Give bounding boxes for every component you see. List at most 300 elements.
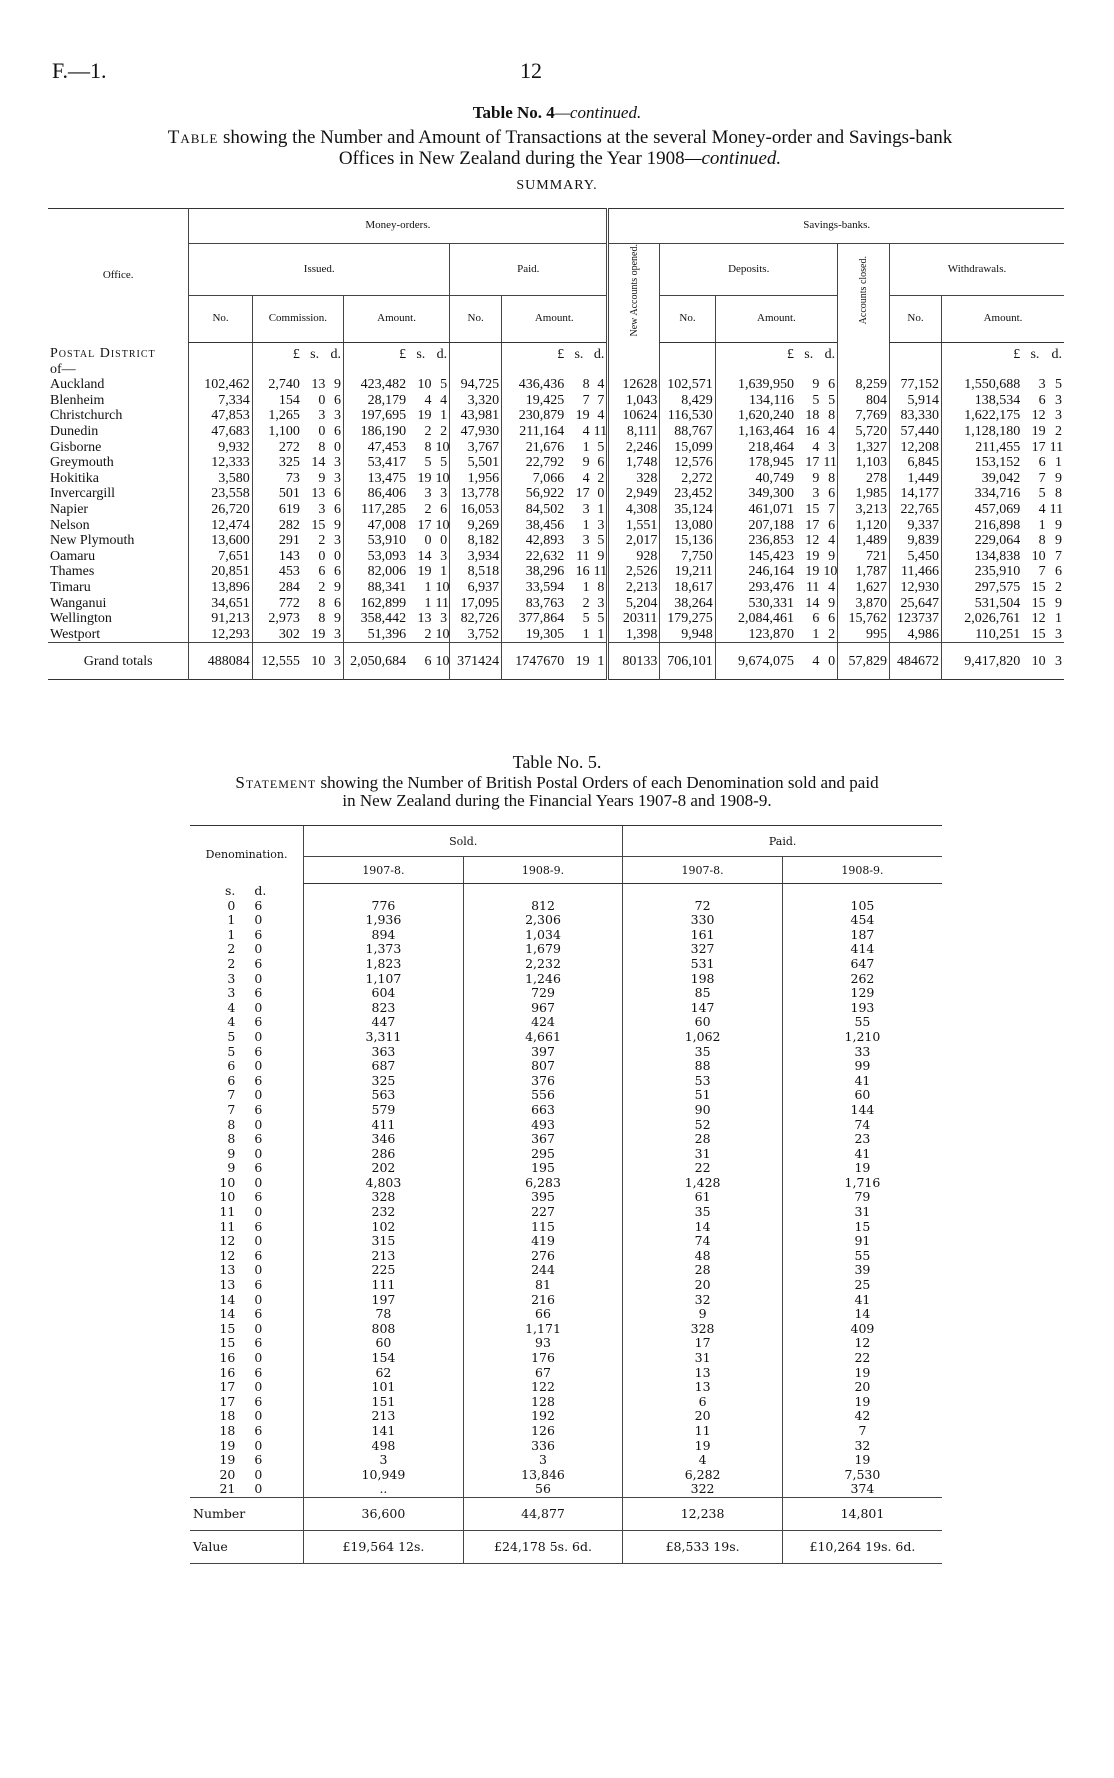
withdrawals-shillings: 4 [1038,502,1046,518]
commission-shillings: 13 [311,377,326,393]
withdrawals-pence: 9 [1055,595,1062,611]
denomination-pence: 6 [254,1218,263,1234]
issued-no: 34,651 [189,596,252,612]
total-issued-no: 488084 [189,643,252,680]
new-accounts: 1,551 [608,518,660,534]
denomination-pence: 6 [254,1422,263,1438]
denomination-shillings: 15 [219,1320,236,1336]
total-deposits-shillings: 4 [796,643,821,680]
issued-pence: 0 [440,533,448,549]
paid-pounds: 38,456 [502,518,567,534]
paid-shillings: 19 [575,408,590,424]
table-row [190,1380,942,1395]
denomination-shillings: 3 [227,970,236,986]
deposits-shillings: 4 [812,439,820,455]
paid-1908-9: 19 [782,1366,942,1381]
table-row [48,440,1064,456]
withdrawals-pence: 3 [1055,626,1062,642]
issued-pence: 4 [440,392,448,408]
new-accounts: 10624 [608,408,660,424]
paid-1907-8: 12,238 [623,1497,783,1530]
deposits-pence: 6 [828,377,836,393]
total-office-name: Grand totals [48,643,189,680]
paid-pounds: 211,164 [502,424,567,440]
withdrawals-pounds: 229,064 [941,533,1022,549]
paid-pence: 4 [597,377,605,393]
withdrawals-shillings: 15 [1031,595,1046,611]
table5-caption-line2: in New Zealand during the Financial Years 1907-8 and 1908-9. [342,791,772,810]
new-accounts: 2,017 [608,533,660,549]
accounts-closed: 278 [838,471,890,487]
deposits-pounds: 178,945 [715,455,796,471]
issued-pounds: 117,285 [343,502,408,518]
paid-1907-8: 31 [623,1147,783,1162]
denomination-pence: 6 [254,1452,263,1468]
paid-pounds: 84,502 [502,502,567,518]
sold-1908-9: 493 [463,1118,623,1133]
paid-pounds: 33,594 [502,580,567,596]
table-row [48,502,1064,518]
paid-1907-8: 1,062 [623,1030,783,1045]
paid-shillings: 3 [582,533,590,549]
sold-1907-8: 579 [304,1103,464,1118]
deposits-shillings: 17 [805,517,820,533]
paid-1907-8: 35 [623,1205,783,1220]
paid-1907-8: 48 [623,1249,783,1264]
table-row [190,1439,942,1454]
paid-pounds: 230,879 [502,408,567,424]
paid-1907-8: 32 [623,1293,783,1308]
deposits-shillings: 12 [805,533,820,549]
issued-shillings: 2 [424,626,432,642]
withdrawals-header: Withdrawals. [890,244,1064,296]
table-row [190,1322,942,1337]
table-row [190,928,942,943]
paid-1907-8: 19 [623,1439,783,1454]
sold-1908-9: 126 [463,1424,623,1439]
paid-header-t5: Paid. [623,826,942,857]
issued-pounds: 186,190 [343,424,408,440]
deposits-pence: 6 [828,486,836,502]
office-name: Christchurch [50,408,123,424]
total-deposits-pounds: 9,674,075 [715,643,796,680]
withdrawals-pounds: 216,898 [941,518,1022,534]
issued-shillings: 10 [417,377,432,393]
deposits-pence: 5 [828,392,836,408]
table4-caption-suffix: —continued. [684,148,782,169]
denomination-shillings: 8 [227,1116,236,1132]
deposits-pence: 6 [828,611,836,627]
paid-1908-9: 14,801 [782,1497,942,1530]
withdrawals-pence: 7 [1055,548,1062,564]
paid-1907-8: 20 [623,1409,783,1424]
paid-1907-8: 72 [623,899,783,914]
paid-1907-8: 322 [623,1482,783,1497]
accounts-closed: 1,489 [838,533,890,549]
sold-1908-9: 1,171 [463,1322,623,1337]
table-row [190,1482,942,1497]
commission-pounds: 302 [252,627,302,643]
withdrawals-shillings: 3 [1038,377,1046,393]
sold-1908-9: 276 [463,1249,623,1264]
issued-pounds: 86,406 [343,486,408,502]
page-id: F.—1. [52,58,107,83]
sold-1908-9: 1,679 [463,942,623,957]
sold-1908-9: 419 [463,1234,623,1249]
accounts-closed: 804 [838,393,890,409]
unit-pound: £ [343,342,408,377]
paid-1908-9: 129 [782,986,942,1001]
deposits-no: 7,750 [660,549,715,565]
paid-no: 82,726 [450,611,502,627]
sold-1907-8: 78 [304,1307,464,1322]
withdrawals-pounds: 153,152 [941,455,1022,471]
issued-shillings: 19 [417,408,432,424]
denomination-pence: 0 [254,1087,263,1103]
sold-1907-8: 498 [304,1439,464,1454]
table-row [190,1088,942,1103]
issued-no: 47,683 [189,424,252,440]
paid-pounds: 38,296 [502,564,567,580]
deposits-pence: 4 [828,533,836,549]
total-deposits-no: 706,101 [660,643,715,680]
commission-pounds: 1,100 [252,424,302,440]
office-name: Greymouth [50,455,114,471]
paid-1908-9: 7,530 [782,1468,942,1483]
money-orders-header: Money-orders. [189,209,608,244]
denomination-shillings: 4 [227,999,236,1015]
number-row [190,1497,942,1530]
sold-1908-9: 376 [463,1074,623,1089]
new-accounts: 1,043 [608,393,660,409]
sold-1907-8: 325 [304,1074,464,1089]
denomination-shillings: 7 [227,1101,236,1117]
unit-d: d. [330,346,341,362]
issued-pence: 2 [440,424,448,440]
issued-pounds: 82,006 [343,564,408,580]
accounts-closed: 1,787 [838,564,890,580]
paid-1907-8: 330 [623,913,783,928]
sold-1908-9: 195 [463,1161,623,1176]
deposits-no: 116,530 [660,408,715,424]
issued-no: 3,580 [189,471,252,487]
denomination-pence: 6 [254,1072,263,1088]
paid-1907-8: 17 [623,1336,783,1351]
commission-pounds: 284 [252,580,302,596]
paid-1907-8: 327 [623,942,783,957]
district-label-line2: of— [50,361,76,377]
denomination-shillings: 12 [219,1233,236,1249]
paid-1907-8: 53 [623,1074,783,1089]
withdrawals-no: 11,466 [890,564,942,580]
paid-1907-8: 35 [623,1045,783,1060]
table-row [190,1307,942,1322]
sold-1907-8: 101 [304,1380,464,1395]
paid-header: Paid. [450,244,608,296]
sold-1907-8: 154 [304,1351,464,1366]
withdrawals-shillings: 10 [1031,548,1046,564]
paid-1908-9: 33 [782,1045,942,1060]
sold-1908-9: 967 [463,1001,623,1016]
denomination-pence: 0 [254,970,263,986]
withdrawals-pence: 1 [1055,455,1062,471]
table4-caption-line1: showing the Number and Amount of Transactions at the several Money-order and Savings-bank [218,127,953,148]
table-row [190,1132,942,1147]
paid-pence: 3 [597,595,605,611]
denomination-pence: 0 [254,912,263,928]
deposits-pounds: 2,084,461 [715,611,796,627]
new-accounts: 20311 [608,611,660,627]
table-row [190,1336,942,1351]
deposits-pounds: 40,749 [715,471,796,487]
issued-shillings: 19 [417,470,432,486]
page-number: 12 [520,58,542,83]
number-row-label: Number [190,1497,304,1530]
sold-1908-9: 729 [463,986,623,1001]
sold-1908-9: 93 [463,1336,623,1351]
table5-title: Table No. 5. [512,752,602,772]
sold-1907-8: 62 [304,1366,464,1381]
denomination-pence: 6 [254,1160,263,1176]
denomination-shillings: 11 [219,1218,236,1234]
office-name: Nelson [50,517,90,533]
withdrawals-pounds: 110,251 [941,627,1022,643]
denomination-pence: 6 [254,926,263,942]
total-accounts-closed: 57,829 [838,643,890,680]
withdrawals-pence: 9 [1055,517,1062,533]
denomination-pence: 0 [254,1028,263,1044]
commission-pence: 3 [333,470,341,486]
paid-pounds: 377,864 [502,611,567,627]
table-row [190,1409,942,1424]
deposits-shillings: 14 [805,595,820,611]
deposits-no: 23,452 [660,486,715,502]
sold-1908-9: 1,034 [463,928,623,943]
denomination-pence: 0 [254,1233,263,1249]
commission-shillings: 13 [311,486,326,502]
withdrawals-pence: 9 [1055,533,1062,549]
deposits-no-header: No. [660,295,715,342]
issued-shillings: 4 [424,392,432,408]
withdrawals-shillings: 7 [1038,564,1046,580]
table-row [48,596,1064,612]
table4-summary-table [48,208,1064,680]
unit-d: d. [824,346,836,362]
commission-shillings: 3 [318,502,326,518]
commission-pence: 9 [333,611,341,627]
withdrawals-no: 12,930 [890,580,942,596]
new-accounts-header [608,244,660,343]
paid-1908-9: 12 [782,1336,942,1351]
sold-1907-8: 151 [304,1395,464,1410]
commission-pounds: 501 [252,486,302,502]
withdrawals-no: 25,647 [890,596,942,612]
unit-d: d. [436,346,448,362]
paid-1908-9: 79 [782,1190,942,1205]
commission-shillings: 2 [318,533,326,549]
deposits-shillings: 15 [805,502,820,518]
paid-no-header: No. [450,295,502,342]
paid-1907-8: 6,282 [623,1468,783,1483]
deposits-pounds: 293,476 [715,580,796,596]
withdrawals-no: 12,208 [890,440,942,456]
accounts-closed: 1,120 [838,518,890,534]
issued-pence: 3 [440,548,448,564]
issued-pence: 6 [440,502,448,518]
withdrawals-no: 83,330 [890,408,942,424]
paid-1908-9: 193 [782,1001,942,1016]
paid-shillings: 4 [582,470,590,486]
withdrawals-pounds: 531,504 [941,596,1022,612]
sold-1908-9: 115 [463,1220,623,1235]
sold-1907-8: 411 [304,1118,464,1133]
paid-1908-9: 14 [782,1307,942,1322]
issued-no: 12,333 [189,455,252,471]
withdrawals-shillings: 7 [1038,470,1046,486]
issued-no: 13,896 [189,580,252,596]
paid-1908-9: 187 [782,928,942,943]
sold-1907-8: 213 [304,1409,464,1424]
deposits-no: 15,099 [660,440,715,456]
sold-1908-9: 812 [463,899,623,914]
paid-1907-8: 28 [623,1263,783,1278]
withdrawals-pounds: 1,550,688 [941,377,1022,393]
table-row [190,1205,942,1220]
withdrawals-pence: 3 [1055,392,1062,408]
table-row [190,1468,942,1483]
denomination-shillings: 17 [219,1393,236,1409]
table4-summary-heading: SUMMARY. [516,178,598,193]
savings-banks-header: Savings-banks. [608,209,1064,244]
commission-pence: 3 [333,408,341,424]
denomination-pence: 0 [254,1116,263,1132]
withdrawals-pounds: 235,910 [941,564,1022,580]
sold-1908-9: 2,306 [463,913,623,928]
new-accounts: 8,111 [608,424,660,440]
withdrawals-pence: 5 [1055,377,1062,393]
denomination-shillings: 10 [219,1189,236,1205]
paid-shillings: 4 [582,424,590,440]
office-name: Napier [50,502,89,518]
paid-1908-9: 1,210 [782,1030,942,1045]
paid-no: 6,937 [450,580,502,596]
paid-1908-9: 15 [782,1220,942,1235]
sold-1907-8: 687 [304,1059,464,1074]
deposits-shillings: 9 [812,377,820,393]
withdrawals-pence: 9 [1055,470,1062,486]
sold-1907-8: 808 [304,1322,464,1337]
issued-pence: 10 [435,470,450,486]
denomination-pence: 0 [254,1058,263,1074]
denomination-pence: 6 [254,1277,263,1293]
sold-1907-8: 604 [304,986,464,1001]
commission-shillings: 9 [318,470,326,486]
sold-1907-header: 1907-8. [304,857,464,884]
paid-pounds: 56,922 [502,486,567,502]
table-row [48,408,1064,424]
deposits-pence: 8 [828,408,836,424]
paid-pence: 9 [597,548,605,564]
issued-no-header: No. [189,295,252,342]
paid-1908-9: 262 [782,972,942,987]
sold-1908-9: 56 [463,1482,623,1497]
deposits-shillings: 3 [812,486,820,502]
sold-1907-8: 328 [304,1190,464,1205]
issued-pounds: 358,442 [343,611,408,627]
units-row-t5 [190,884,942,899]
paid-1907-8: 1,428 [623,1176,783,1191]
denomination-shillings: 20 [219,1466,236,1482]
sold-1908-9: 807 [463,1059,623,1074]
table-row [190,1176,942,1191]
deposits-pounds: 123,870 [715,627,796,643]
paid-1908-9: 99 [782,1059,942,1074]
paid-shillings: 8 [582,377,590,393]
sold-1907-8: 4,803 [304,1176,464,1191]
withdrawals-shillings: 15 [1031,579,1046,595]
paid-1908-9: 647 [782,957,942,972]
table-row [190,1424,942,1439]
commission-pence: 6 [333,595,341,611]
paid-1907-8: 13 [623,1366,783,1381]
denomination-shillings: 4 [227,1014,236,1030]
commission-pounds: 1,265 [252,408,302,424]
issued-pence: 10 [435,626,450,642]
denomination-shillings: 10 [219,1174,236,1190]
paid-1908-9: 55 [782,1015,942,1030]
value-row-label: Value [190,1530,304,1563]
withdrawals-shillings: 5 [1038,486,1046,502]
deposits-no: 15,136 [660,533,715,549]
deposits-pence: 8 [828,470,836,486]
denomination-shillings: 5 [227,1043,236,1059]
paid-shillings: 11 [576,548,590,564]
deposits-pounds: 236,853 [715,533,796,549]
sold-1907-8: 1,373 [304,942,464,957]
deposits-pounds: 207,188 [715,518,796,534]
commission-shillings: 19 [311,626,326,642]
commission-shillings: 3 [318,408,326,424]
issued-shillings: 2 [424,424,432,440]
new-accounts: 2,246 [608,440,660,456]
unit-s: s. [416,346,426,362]
table-row [190,1045,942,1060]
deposits-pounds: 134,116 [715,393,796,409]
commission-pounds: 619 [252,502,302,518]
commission-shillings: 8 [318,439,326,455]
issued-pounds: 197,695 [343,408,408,424]
withdrawals-pence: 11 [1049,502,1064,518]
commission-pence: 6 [333,564,341,580]
district-label-line1: Postal District [50,346,156,362]
sold-1908-9: 44,877 [463,1497,623,1530]
paid-no: 13,778 [450,486,502,502]
sold-1907-8: 363 [304,1045,464,1060]
deposits-no: 2,272 [660,471,715,487]
paid-1908-9: 454 [782,913,942,928]
paid-1907-header: 1907-8. [623,857,783,884]
table-row [48,518,1064,534]
issued-no: 102,462 [189,377,252,393]
office-header: Office. [102,268,134,281]
new-accounts: 328 [608,471,660,487]
paid-1908-9: 1,716 [782,1176,942,1191]
paid-1907-8: 531 [623,957,783,972]
paid-pounds: 42,893 [502,533,567,549]
paid-amount-header: Amount. [502,295,608,342]
sold-1908-9: 295 [463,1147,623,1162]
commission-pence: 6 [333,502,341,518]
